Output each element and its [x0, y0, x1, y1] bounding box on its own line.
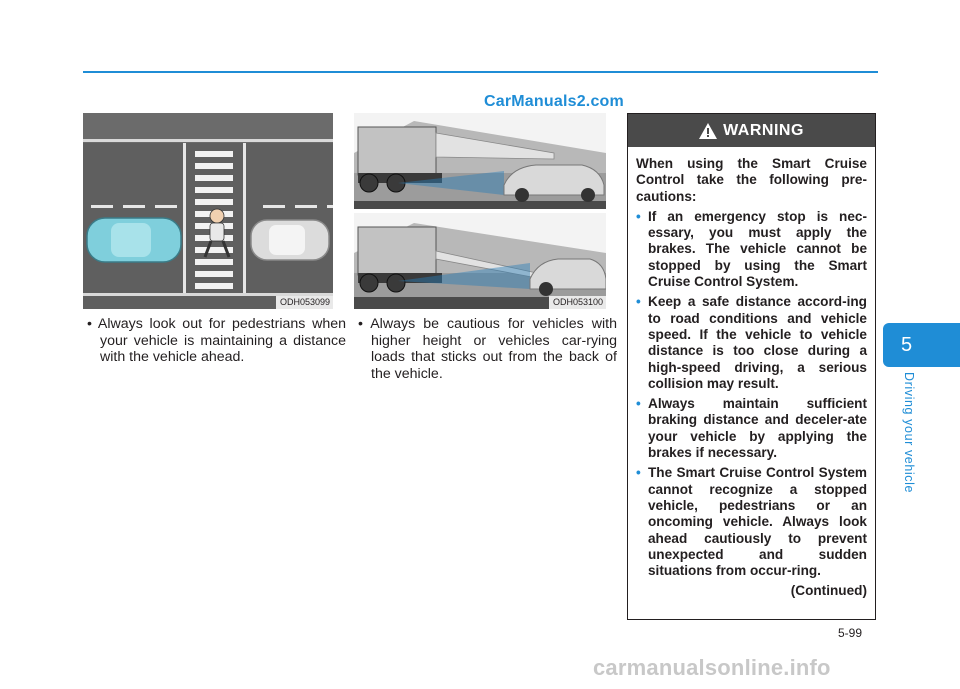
figure-overhanging-load [354, 113, 606, 309]
chapter-number: 5 [901, 333, 913, 356]
warning-item: • If an emergency stop is nec-essary, you must apply the brakes. The vehicle cannot be stopped by using the Smart Cruise Control System. [636, 208, 867, 290]
warning-item: • Keep a safe distance accord-ing to road conditions and vehicle speed. If the vehicle to vehicle distance is too close during a high-speed driving, a serious collision may result. [636, 294, 867, 391]
warning-intro: When using the Smart Cruise Control take the following pre-cautions: [636, 156, 867, 204]
warning-item: • Always maintain sufficient braking distance and deceler-ate your vehicle by applying the brakes if necessary. [636, 396, 867, 461]
warning-triangle-icon [699, 123, 717, 139]
warning-list [636, 209, 867, 580]
warning-item: • The Smart Cruise Control System cannot recognize a stopped vehicle, pedestrians or an oncoming vehicle. Always look ahead cautiously to prevent unexpected and sudden situations from occur-ring. [636, 465, 867, 579]
warning-title: WARNING [723, 121, 804, 139]
watermark-top: CarManuals2.com [484, 93, 624, 110]
continued-label: (Continued) [790, 583, 867, 599]
bullet-overhanging-loads: • Always be cautious for vehicles with higher height or vehicles car-rying loads that sticks out from the back of the vehicle. [358, 316, 617, 382]
warning-box [627, 113, 876, 620]
page-number: 5-99 [838, 626, 863, 640]
figure-code: ODH053100 [549, 296, 606, 309]
bullet-pedestrians: • Always look out for pedestrians when your vehicle is maintaining a distance with the vehicle ahead. [87, 316, 346, 366]
pedestrian-crossing-illustration [83, 113, 333, 309]
figure-code: ODH053099 [276, 296, 333, 309]
header-rule [83, 71, 878, 73]
chapter-label: Driving your vehicle [902, 372, 916, 494]
watermark-bottom: carmanualsonline.info [593, 655, 831, 680]
warning-body [628, 147, 875, 600]
figure-pedestrian-crossing [83, 113, 333, 309]
warning-header [628, 114, 875, 147]
chapter-tab [883, 323, 960, 367]
truck-load-illustration [354, 113, 606, 309]
